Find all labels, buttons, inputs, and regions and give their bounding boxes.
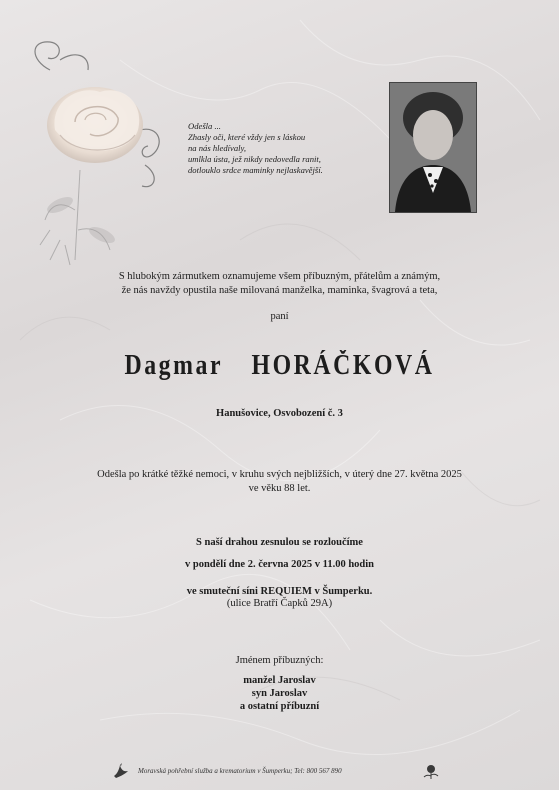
funeral-street: (ulice Bratří Čapků 29A) <box>226 598 333 609</box>
poem-line: Odešla ... <box>188 121 221 131</box>
portrait-photo <box>389 82 477 213</box>
poem-line: dotlouklo srdce maminky nejlaskavější. <box>188 165 323 175</box>
funeral-heading: S naší drahou zesnulou se rozloučíme <box>196 537 363 548</box>
funeral-place <box>0 586 559 610</box>
poem-line: na nás hledívaly, <box>188 143 246 153</box>
death-notice-line: ve věku 88 let. <box>248 483 311 494</box>
family-member: manžel Jaroslav <box>243 675 316 686</box>
death-notice-line: Odešla po krátké těžké nemoci, v kruhu svých nejbližších, v úterý dne 27. května 2025 <box>97 469 462 480</box>
rose-icon <box>422 762 440 780</box>
intro-line: že nás navždy opustila naše milovaná manželka, maminka, švagrová a teta, <box>121 285 438 296</box>
poem-line: Zhasly oči, které vždy jen s láskou <box>188 132 306 142</box>
rose-decoration <box>20 30 180 270</box>
title-word: paní <box>270 311 289 322</box>
family-member: a ostatní příbuzní <box>239 701 320 712</box>
deceased-address: Hanušovice, Osvobození č. 3 <box>216 408 343 419</box>
poem <box>188 121 388 176</box>
funeral-venue: ve smuteční síni REQUIEM v Šumperku. <box>186 586 373 597</box>
footer-text: Moravská pohřební služba a krematorium v Šumperku; Tel: 800 567 890 <box>138 767 342 775</box>
family-intro: Jménem příbuzných: <box>235 655 324 666</box>
first-name: Dagmar <box>124 350 223 381</box>
death-notice <box>0 468 559 496</box>
footer <box>0 762 559 780</box>
intro-line: S hlubokým zármutkem oznamujeme všem příbuzným, přátelům a známým, <box>118 271 441 282</box>
family-list <box>0 674 559 713</box>
dove-icon <box>112 762 130 780</box>
poem-line: umlkla ústa, jež nikdy nedovedla ranit, <box>188 154 321 164</box>
family-member: syn Jaroslav <box>251 688 308 699</box>
announcement-intro <box>0 270 559 298</box>
last-name: HORÁČKOVÁ <box>251 350 435 381</box>
funeral-date: v pondělí dne 2. června 2025 v 11.00 hodin <box>184 559 375 570</box>
deceased-name <box>42 350 517 382</box>
